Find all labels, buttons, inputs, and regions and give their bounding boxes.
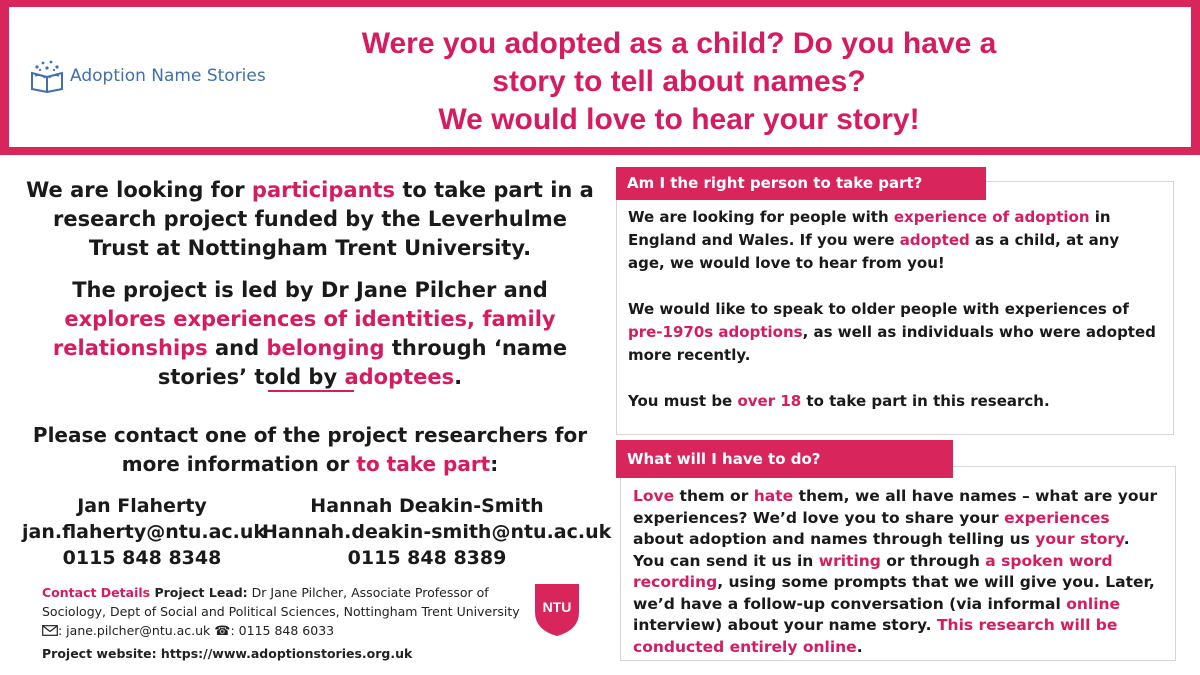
intro-paragraph-2: The project is led by Dr Jane Pilcher and explores experiences of identities, family relationships and belonging through ‘name stories’ told by adoptees. [52,278,568,389]
researcher-phone: 0115 848 8348 [62,547,222,569]
contact-intro: Please contact one of the project researchers for more information or to take part: [32,423,588,476]
headline-line-3: We would love to hear your story! [438,103,920,136]
svg-text:NTU: NTU [542,599,572,615]
logo-text: Adoption Name Stories [70,66,266,86]
researcher-phone: 0115 848 8389 [347,547,507,569]
intro-paragraph-1: We are looking for participants to take part in a research project funded by the Leverhulme Trust at Nottingham Trent University. [26,178,594,260]
intro-section [20,176,600,405]
eligibility-paragraph: You must be over 18 to take part in this research. [628,392,1050,410]
researcher-email[interactable]: jan.flaherty@ntu.ac.uk [22,521,267,543]
phone-icon: ☎ [214,624,231,639]
headline [279,25,1079,139]
eligibility-body [628,206,1158,436]
ntu-logo [533,582,581,638]
headline-line-2: story to tell about names? [492,65,866,98]
envelope-icon [42,625,58,636]
contact-details-label: Contact Details [42,585,151,600]
tasks-title: What will I have to do? [616,440,953,478]
eligibility-paragraph: We are looking for people with experience of adoption in England and Wales. If you were adopted as a child, at any age, we would love to hear from you! [628,208,1120,272]
project-website[interactable]: Project website: https://www.adoptionstories.org.uk [42,646,413,661]
tasks-body: Love them or hate them, we all have names – what are your experiences? We’d love you to share your experiences about adoption and names through telling us your story. You can send it us in writing or through a spoken word recording, using some prompts that we will give you. Later, we’d have a follow-up conversation (via informal online interview) about your name story. This research will be conducted entirely online. [633,487,1158,656]
researcher-card [262,493,612,571]
contact-details: Contact Details Project Lead: Dr Jane Pilcher, Associate Professor of Sociology, Dept of Social and Political Sciences, Nottingham Trent University : jane.pilcher@ntu.ac.uk ☎: 0115 848 6033 [42,585,520,639]
header-banner [0,0,1200,155]
logo [29,59,266,93]
researcher-email[interactable]: Hannah.deakin-smith@ntu.ac.uk [262,521,612,543]
divider [268,390,354,392]
header-inner [9,7,1191,147]
eligibility-title: Am I the right person to take part? [616,167,986,200]
book-icon [29,59,65,93]
headline-line-1: Were you adopted as a child? Do you have a [361,27,997,60]
lead-phone: : 0115 848 6033 [230,623,335,638]
researcher-name: Hannah Deakin-Smith [310,495,544,517]
lead-email[interactable]: : jane.pilcher@ntu.ac.uk [58,623,215,638]
researcher-name: Jan Flaherty [77,495,207,517]
eligibility-paragraph: We would like to speak to older people with experiences of pre-1970s adoptions, as well as individuals who were adopted more recently. [628,300,1156,364]
researcher-card [22,493,267,571]
